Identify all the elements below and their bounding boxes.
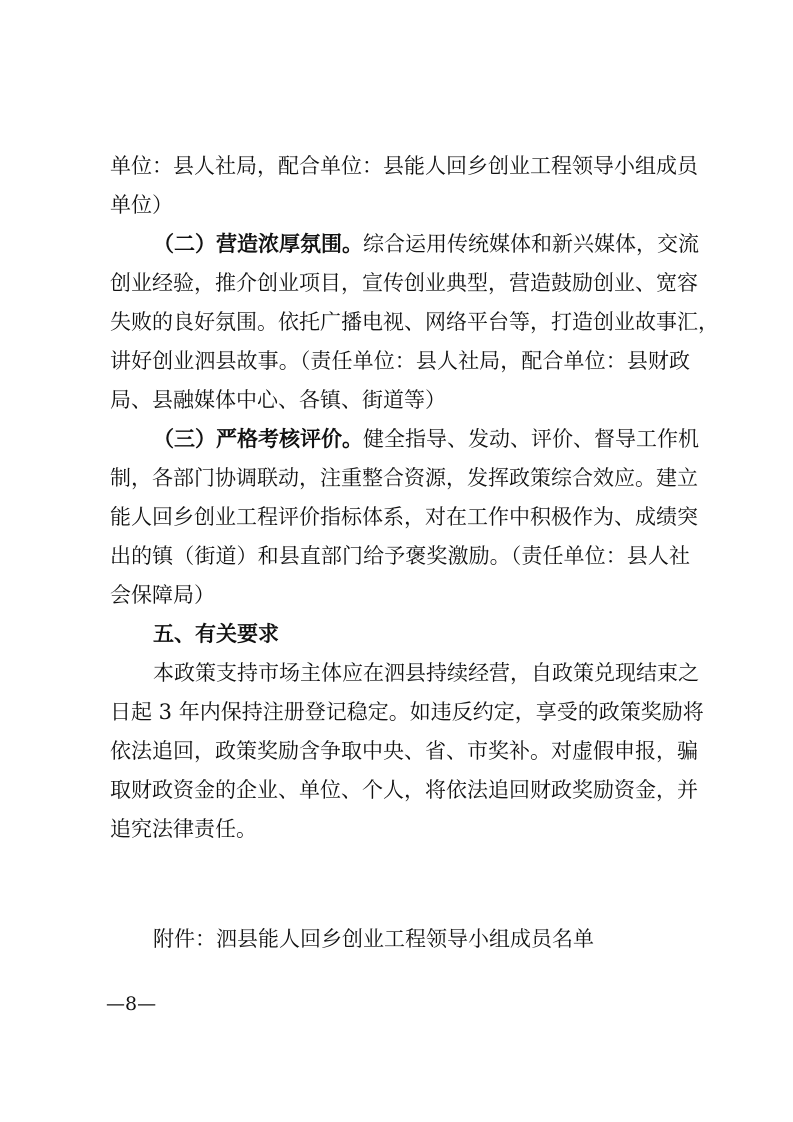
body-line-16: 取财政资金的企业、单位、个人，将依法追回财政奖励资金，并 [110, 778, 698, 802]
body-line-9: 制，各部门协调联动，注重整合资源，发挥政策综合效应。建立 [110, 466, 698, 490]
body-line-5: 失败的良好氛围。依托广播电视、网络平台等，打造创业故事汇， [110, 310, 719, 334]
attachment-line: 附件：泗县能人回乡创业工程领导小组成员名单 [153, 927, 594, 951]
body-line-4: 创业经验，推介创业项目，宣传创业典型，营造鼓励创业、宽容 [110, 271, 698, 295]
body-line-15: 依法追回，政策奖励含争取中央、省、市奖补。对虚假申报，骗 [110, 739, 698, 763]
paragraph-three-first-line [153, 425, 699, 453]
body-line-10: 能人回乡创业工程评价指标体系，对在工作中积极作为、成绩突 [110, 505, 698, 529]
page-number: —8— [106, 993, 157, 1015]
body-line-7: 局、县融媒体中心、各镇、街道等） [110, 388, 446, 412]
body-line-11: 出的镇（街道）和县直部门给予褒奖激励。（责任单位：县人社 [110, 544, 690, 568]
body-line-3: 综合运用传统媒体和新兴媒体，交流 [363, 232, 699, 256]
paragraph-two-first-line [153, 230, 699, 258]
section-five-heading: 五、有关要求 [153, 622, 279, 646]
subheading-three: （三）严格考核评价。 [153, 427, 363, 451]
body-line-13: 本政策支持市场主体应在泗县持续经营，自政策兑现结束之 [153, 661, 699, 685]
body-line-1: 单位：县人社局，配合单位：县能人回乡创业工程领导小组成员 [110, 154, 698, 178]
body-line-2: 单位） [110, 193, 173, 217]
body-line-6: 讲好创业泗县故事。（责任单位：县人社局，配合单位：县财政 [110, 349, 690, 373]
subheading-two: （二）营造浓厚氛围。 [153, 232, 363, 256]
body-line-14: 日起 3 年内保持注册登记稳定。如违反约定，享受的政策奖励将 [110, 700, 704, 724]
body-line-8: 健全指导、发动、评价、督导工作机 [363, 427, 699, 451]
body-line-12: 会保障局） [110, 583, 215, 607]
body-line-17: 追究法律责任。 [110, 817, 257, 841]
